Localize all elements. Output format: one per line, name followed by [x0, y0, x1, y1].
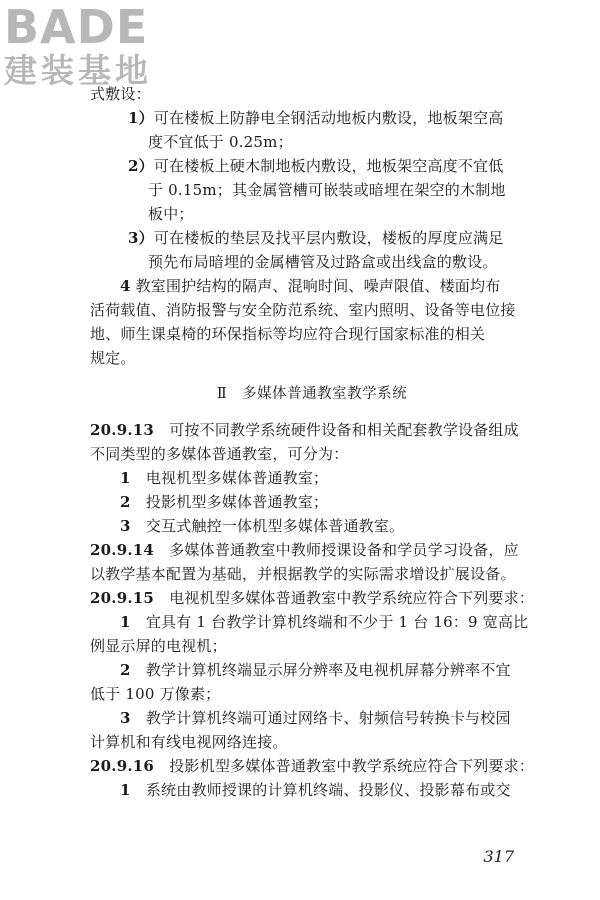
line-text: 预先布局暗埋的金属槽管及过路盒或出线盒的敷设。: [148, 253, 498, 271]
clause-number: 20.9.13: [90, 421, 155, 439]
line-text: 式敷设：: [90, 85, 151, 103]
line-text: 宜具有 1 台教学计算机终端和不少于 1 台 16：9 宽高比: [130, 613, 529, 631]
text-line: [90, 754, 534, 778]
item-number: 2: [120, 493, 131, 511]
line-text: 电视机型多媒体普通教室；: [130, 469, 329, 487]
text-line: [90, 634, 534, 658]
logo-text: BADE: [4, 0, 149, 54]
text-line: [90, 346, 534, 370]
text-line: [90, 82, 534, 106]
line-text: 活荷载值、消防报警与安全防范系统、室内照明、设备等电位接: [90, 301, 516, 319]
item-number: 1）: [128, 109, 154, 127]
line-text: 低于 100 万像素；: [90, 685, 221, 703]
clause-number: 20.9.14: [90, 541, 155, 559]
text-line: [90, 562, 534, 586]
item-number: 2: [120, 661, 131, 679]
line-text: 教学计算机终端可通过网络卡、射频信号转换卡与校园: [130, 709, 511, 727]
line-text: 系统由教师授课的计算机终端、投影仪、投影幕布或交: [130, 781, 511, 799]
line-text: 多媒体普通教室中教师授课设备和学员学习设备，应: [154, 541, 519, 559]
logo-subtext: 建装基地: [4, 51, 152, 90]
item-number: 1: [120, 469, 131, 487]
text-line: [90, 322, 534, 346]
text-line: [90, 274, 534, 298]
text-line: [90, 490, 534, 514]
text-line: [90, 466, 534, 490]
text-line: [90, 682, 534, 706]
clause-number: 20.9.16: [90, 757, 155, 775]
item-number: 3: [120, 709, 131, 727]
item-number: 3: [120, 517, 131, 535]
paragraph-block-2: [90, 418, 534, 802]
line-text: 可按不同教学系统硬件设备和相关配套教学设备组成: [154, 421, 519, 439]
text-line: [90, 610, 534, 634]
text-line: [90, 778, 534, 802]
line-text: 以教学基本配置为基础，并根据教学的实际需求增设扩展设备。: [90, 565, 516, 583]
page-body: [90, 82, 534, 802]
clause-number: 20.9.15: [90, 589, 155, 607]
page-number: 317: [483, 847, 514, 866]
line-text: 教室围护结构的隔声、混响时间、噪声限值、楼面均布: [130, 277, 501, 295]
text-line: [90, 130, 534, 154]
item-number: 4: [120, 277, 131, 295]
line-text: 可在楼板上防静电全钢活动地板内敷设，地板架空高: [153, 109, 504, 127]
text-line: [90, 658, 534, 682]
text-line: [90, 730, 534, 754]
text-line: [90, 106, 534, 130]
text-line: [90, 178, 534, 202]
section-heading: Ⅱ 多媒体普通教室教学系统: [216, 386, 408, 402]
watermark-logo: [4, 2, 184, 94]
text-line: [90, 418, 534, 442]
text-line: [90, 250, 534, 274]
item-number: 3）: [128, 229, 154, 247]
line-text: 投影机型多媒体普通教室中教学系统应符合下列要求：: [154, 757, 535, 775]
paragraph-block-1: [90, 82, 534, 370]
line-text: 例显示屏的电视机；: [90, 637, 227, 655]
text-line: [90, 514, 534, 538]
line-text: 规定。: [90, 349, 136, 367]
line-text: 计算机和有线电视网络连接。: [90, 733, 288, 751]
text-line: [90, 538, 534, 562]
text-line: [90, 586, 534, 610]
text-line: [90, 442, 534, 466]
line-text: 板中；: [148, 205, 194, 223]
line-text: 可在楼板上硬木制地板内敷设，地板架空高度不宜低: [153, 157, 504, 175]
line-text: 交互式触控一体机型多媒体普通教室。: [130, 517, 405, 535]
line-text: 度不宜低于 0.25m；: [148, 133, 293, 151]
text-line: [90, 706, 534, 730]
text-line: [90, 154, 534, 178]
line-text: 教学计算机终端显示屏分辨率及电视机屏幕分辨率不宜: [130, 661, 511, 679]
item-number: 1: [120, 613, 131, 631]
item-number: 1: [120, 781, 131, 799]
line-text: 于 0.15m；其金属管槽可嵌装或暗埋在架空的木制地: [148, 181, 506, 199]
text-line: [90, 202, 534, 226]
line-text: 可在楼板的垫层及找平层内敷设，楼板的厚度应满足: [153, 229, 504, 247]
item-number: 2）: [128, 157, 154, 175]
line-text: 地、师生课桌椅的环保指标等均应符合现行国家标准的相关: [90, 325, 486, 343]
line-text: 投影机型多媒体普通教室；: [130, 493, 329, 511]
line-text: 不同类型的多媒体普通教室，可分为：: [90, 445, 349, 463]
text-line: [90, 226, 534, 250]
text-line: [90, 298, 534, 322]
line-text: 电视机型多媒体普通教室中教学系统应符合下列要求：: [154, 589, 535, 607]
